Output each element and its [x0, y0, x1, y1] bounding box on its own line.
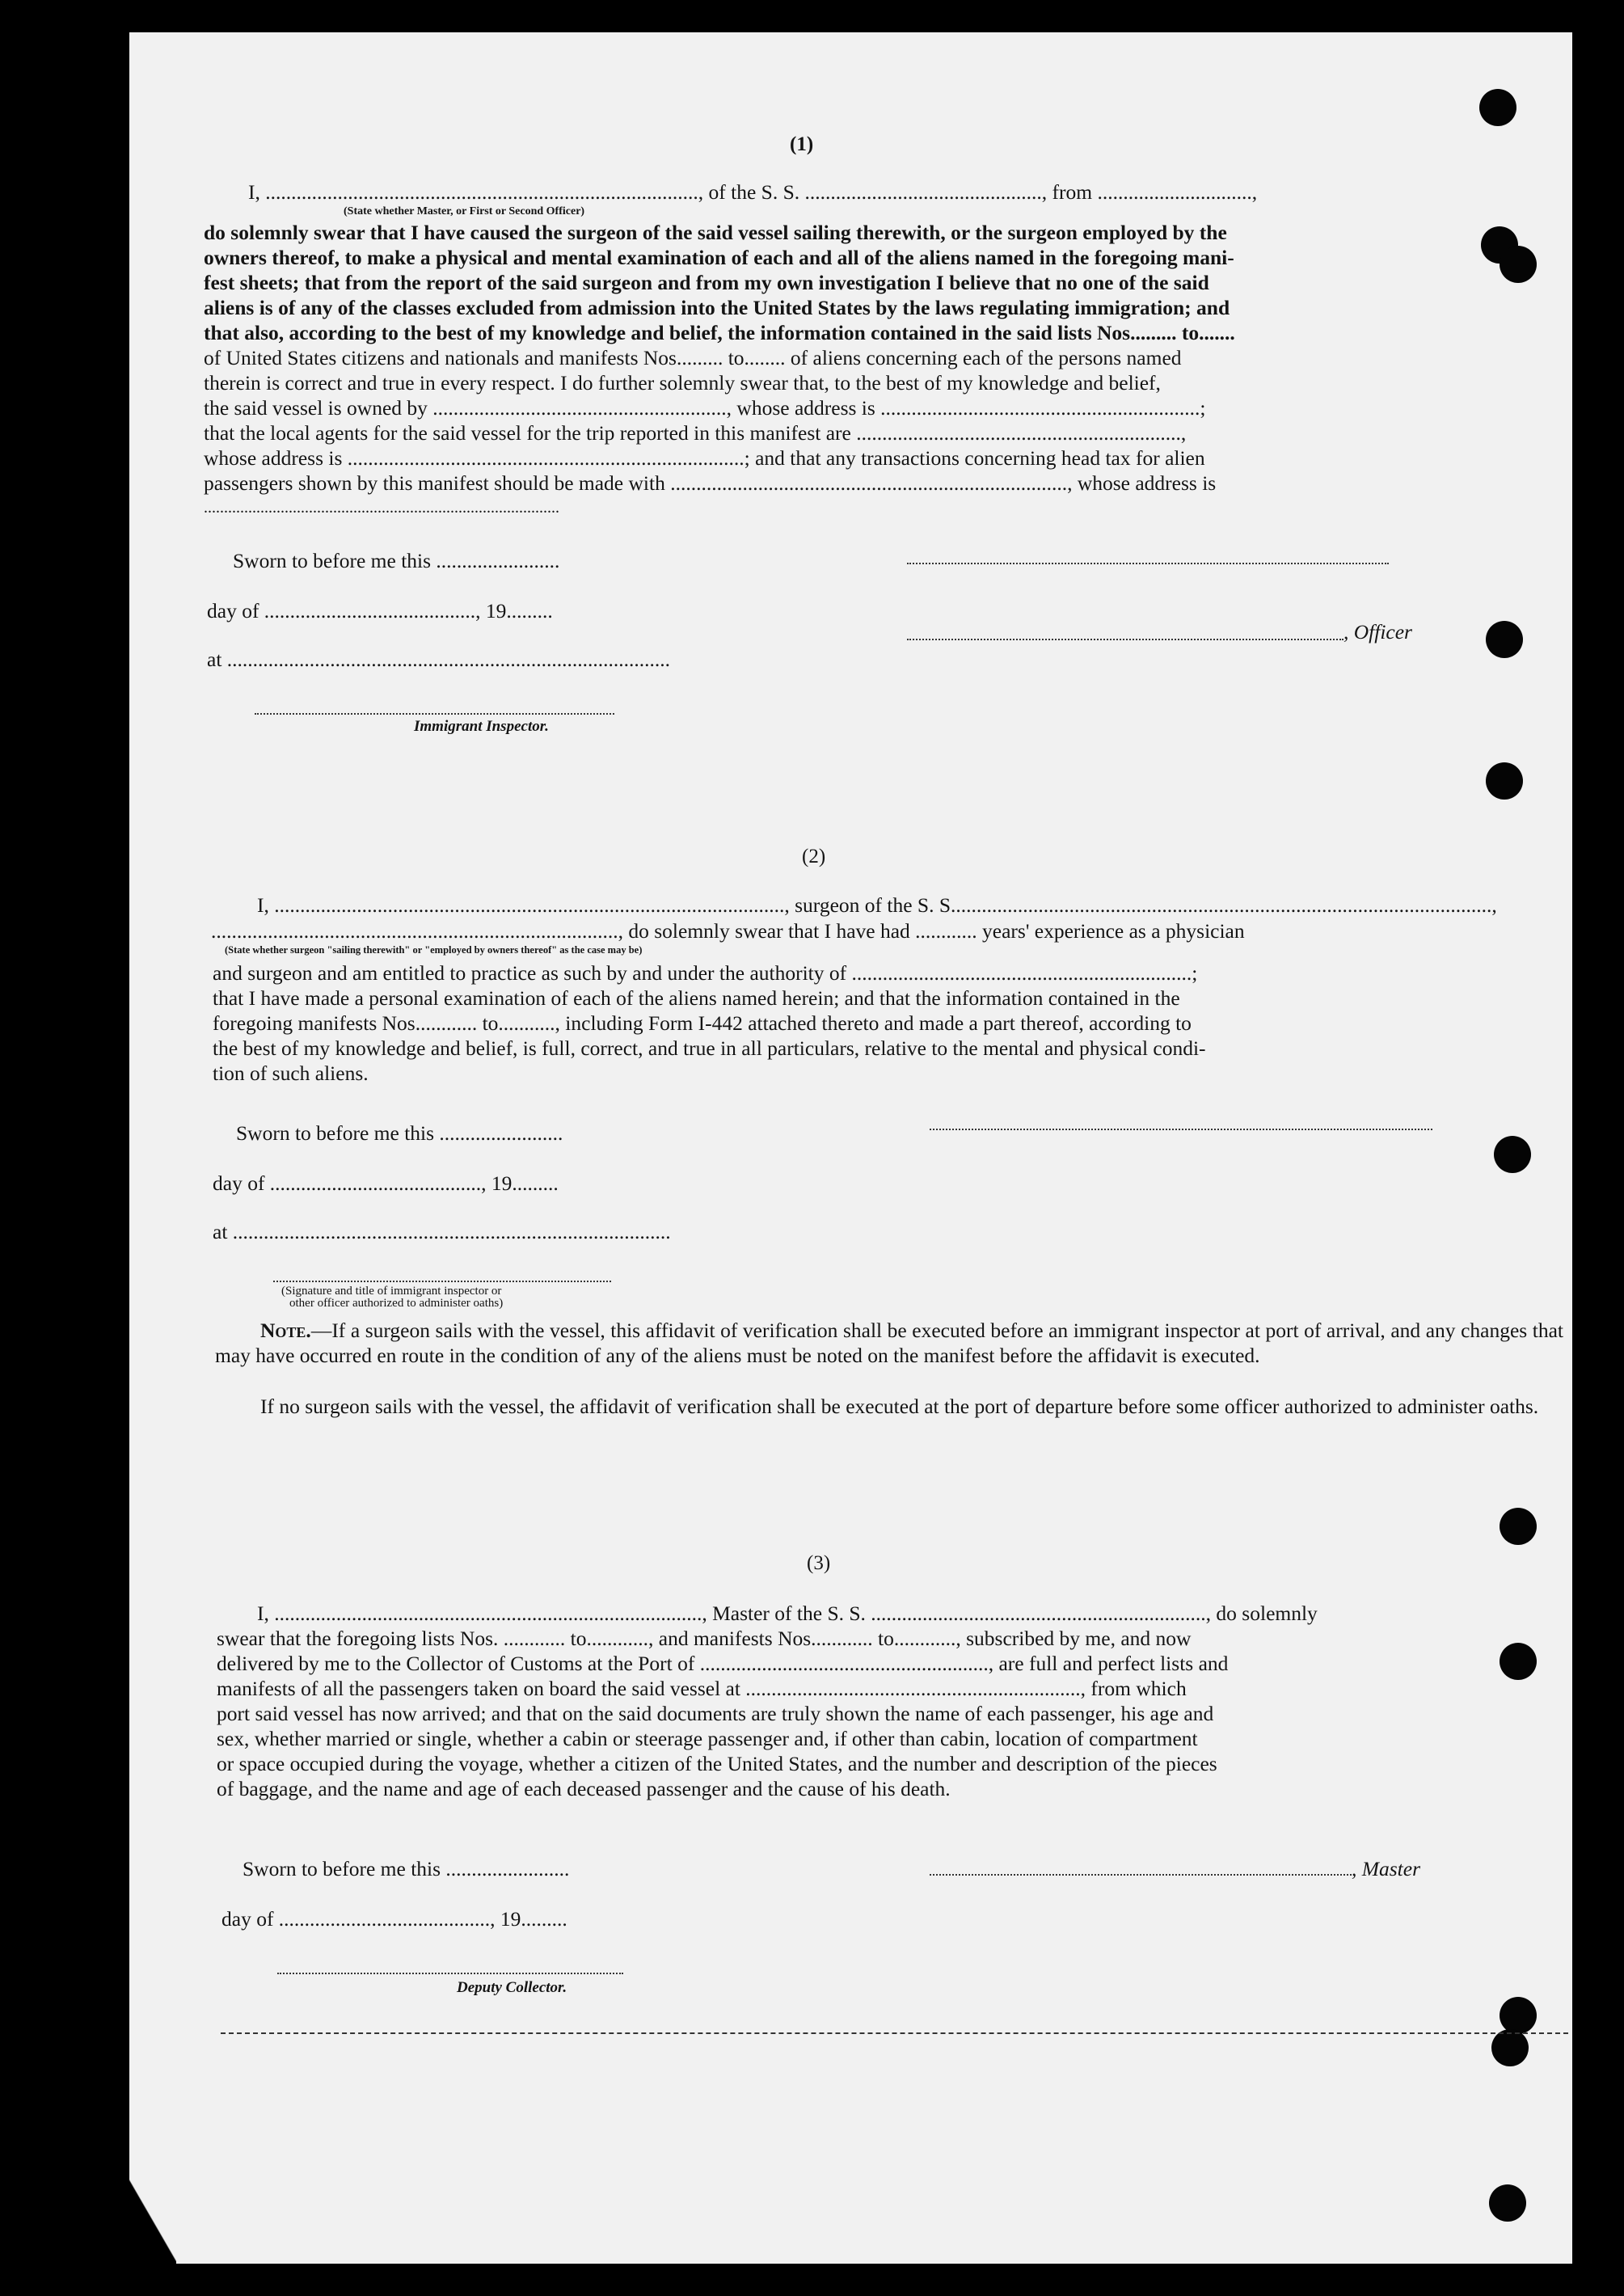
punch-hole-6 — [1494, 1136, 1531, 1173]
officer-label: , Officer — [1343, 620, 1412, 644]
signature-caption-line-2: other officer authorized to administer oaths) — [289, 1297, 504, 1310]
section-3-body-line: of baggage, and the name and age of each deceased passenger and the cause of his death. — [217, 1777, 951, 1800]
note-label: Note. — [260, 1319, 311, 1342]
punch-hole-11 — [1489, 2184, 1526, 2222]
section-2-line-2: ..............................................................................., do solemnly swear that I have had ............ years' experience as a physician — [211, 919, 1245, 943]
section-3-heading: (3) — [807, 1552, 831, 1574]
deputy-collector-caption: Deputy Collector. — [457, 1979, 567, 1996]
note-text: —If a surgeon sails with the vessel, this affidavit of verification shall be executed before an immigrant inspector at port of arrival, and any changes that may have occurred en route in the condition of any of the aliens must be noted on the manifest before the affidavit is executed. — [215, 1319, 1563, 1368]
section-1-body-line: owners thereof, to make a physical and mental examination of each and all of the aliens named in the foregoing mani- — [204, 246, 1234, 269]
folded-corner — [128, 2134, 176, 2264]
section-1-officer-top-rule — [907, 563, 1389, 564]
section-2-inspector-rule — [273, 1281, 611, 1282]
section-1-body-line: that the local agents for the said vessel for the trip reported in this manifest are ..............................................................., — [204, 421, 1187, 445]
punch-hole-3 — [1500, 246, 1537, 283]
punch-hole-10 — [1491, 2029, 1529, 2066]
section-1-officer-rule — [907, 639, 1343, 640]
note-2-text: If no surgeon sails with the vessel, the affidavit of verification shall be executed at the port of departure before some officer authorized to administer oaths. — [260, 1395, 1539, 1418]
signature-caption-line-1: (Signature and title of immigrant inspector or — [281, 1285, 502, 1298]
master-label: , Master — [1352, 1857, 1420, 1880]
document-page — [129, 32, 1572, 2264]
section-3-body-line: I, ..................................................................................., Master of the S. S. ................................................................., do solemnly — [257, 1602, 1318, 1625]
section-3-body-line: manifests of all the passengers taken on board the said vessel at ................................................................., from which — [217, 1677, 1187, 1700]
section-3-body-line: or space occupied during the voyage, whether a citizen of the United States, and the number and description of the pieces — [217, 1752, 1217, 1775]
section-1-opening-line: I, ...................................................................................., of the S. S. .............................................., from .............................., — [248, 180, 1258, 204]
punch-hole-1 — [1479, 89, 1516, 126]
section-1-body-line: the said vessel is owned by ........................................................., whose address is ..............................................................; — [204, 396, 1206, 420]
section-3-body-line: port said vessel has now arrived; and that on the said documents are truly shown the name of each passenger, his age and — [217, 1702, 1214, 1725]
section-3-day-line: day of ........................................., 19......... — [221, 1907, 567, 1931]
section-1-body-line: passengers shown by this manifest should be made with ............................................................................., whose address is — [204, 471, 1217, 495]
section-2-at-line: at ..................................................................................... — [213, 1220, 671, 1243]
section-1-sworn-line: Sworn to before me this ........................ — [233, 549, 560, 572]
section-1-body-line: of United States citizens and nationals and manifests Nos......... to........ of aliens concerning each of the persons named — [204, 346, 1182, 369]
section-3-body-line: swear that the foregoing lists Nos. ............ to............, and manifests Nos............ to............, subscribed by me, and now — [217, 1627, 1192, 1650]
section-2-line-1: I, ..................................................................................................., surgeon of the S. S........................................................................................................., — [257, 893, 1497, 917]
section-1-body-line: that also, according to the best of my knowledge and belief, the information contained in the said lists Nos......... to....... — [204, 321, 1235, 344]
section-3-sworn-line: Sworn to before me this ........................ — [243, 1857, 570, 1880]
punch-hole-8 — [1500, 1643, 1537, 1680]
master-caption: (State whether Master, or First or Second Officer) — [344, 205, 585, 217]
section-1-at-line: at ...................................................................................... — [207, 648, 671, 671]
surgeon-state-caption: (State whether surgeon "sailing therewith" or "employed by owners thereof" as the case may be) — [225, 944, 643, 956]
section-1-body-line: aliens is of any of the classes excluded from admission into the United States by the laws regulating immigration; and — [204, 296, 1230, 319]
section-2-signature-rule — [930, 1129, 1432, 1130]
section-2-body-line: that I have made a personal examination of each of the aliens named herein; and that the information contained in the — [213, 986, 1180, 1010]
section-2-body-line: tion of such aliens. — [213, 1061, 369, 1085]
punch-hole-4 — [1486, 621, 1523, 658]
section-1-body-line: therein is correct and true in every respect. I do further solemnly swear that, to the best of my knowledge and belief, — [204, 371, 1161, 395]
section-2-day-line: day of ........................................., 19......... — [213, 1171, 559, 1195]
master-signature-rule — [930, 1874, 1352, 1876]
punch-hole-5 — [1486, 762, 1523, 800]
section-1-body-line: do solemnly swear that I have caused the surgeon of the said vessel sailing therewith, or the surgeon employed by the — [204, 221, 1227, 244]
section-2-sworn-line: Sworn to before me this ........................ — [236, 1121, 563, 1145]
section-1-body-line: whose address is .............................................................................; and that any transactions concerning head tax for alien — [204, 446, 1205, 470]
bottom-rule — [221, 2032, 1568, 2034]
punch-hole-9 — [1500, 1997, 1537, 2034]
section-2-body-line: and surgeon and am entitled to practice as such by and under the authority of ..................................................................; — [213, 961, 1198, 985]
immigrant-inspector-caption: Immigrant Inspector. — [414, 718, 549, 735]
section-1-body-line: fest sheets; that from the report of the said surgeon and from my own investigation I believe that no one of the said — [204, 271, 1209, 294]
section-1-heading: (1) — [790, 133, 814, 155]
section-1-day-line: day of ........................................., 19......... — [207, 599, 553, 623]
inspector-signature-rule — [255, 713, 614, 715]
section-3-body-line: delivered by me to the Collector of Customs at the Port of ........................................................, are full and perfect lists and — [217, 1652, 1229, 1675]
punch-hole-7 — [1500, 1508, 1537, 1545]
section-3-body-line: sex, whether married or single, whether a cabin or steerage passenger and, if other than cabin, location of compartment — [217, 1727, 1198, 1750]
section-2-heading: (2) — [802, 846, 826, 867]
note-2-paragraph — [215, 1394, 1563, 1419]
section-2-body-line: foregoing manifests Nos............ to..........., including Form I-442 attached thereto and made a part thereof, according to — [213, 1011, 1192, 1035]
collector-signature-rule — [277, 1973, 623, 1974]
section-2-body-line: the best of my knowledge and belief, is full, correct, and true in all particulars, relative to the mental and physical condi- — [213, 1036, 1206, 1060]
note-paragraph — [215, 1318, 1563, 1369]
section-1-body-line: ........................................................................................ — [204, 499, 559, 517]
